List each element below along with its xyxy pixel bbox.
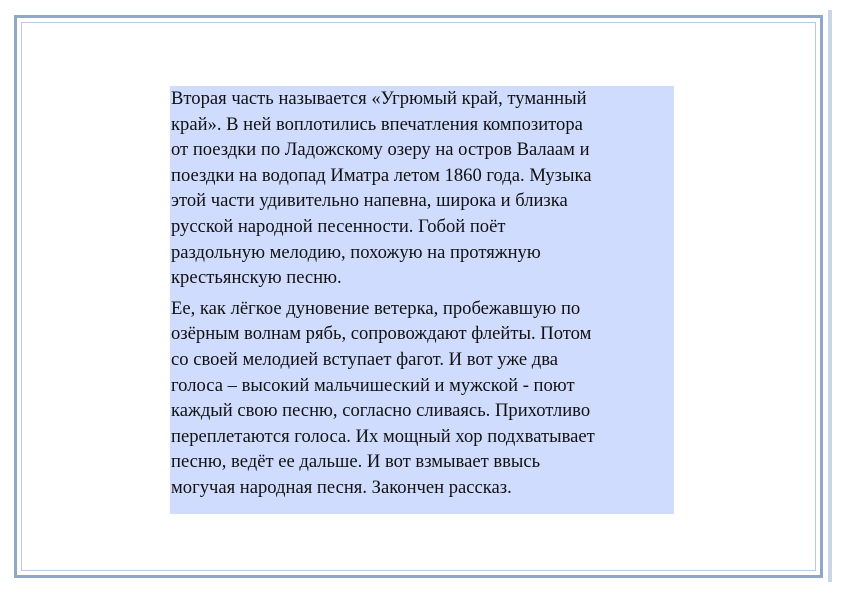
paragraph-1-line: русской народной песенности. Гобой поёт [171,215,506,237]
paragraph-1 [171,86,674,291]
paragraph-2-line: Ее, как лёгкое дуновение ветерка, пробежавшую по [171,297,581,319]
paragraph-2-line: озёрным волнам рябь, сопровождают флейты. Потом [171,323,592,345]
paragraph-1-line: от поездки по Ладожскому озеру на остров Валаам и [171,139,590,161]
paragraph-2-line: песню, ведёт ее дальше. И вот взмывает ввысь [171,451,541,473]
paragraph-2 [171,296,674,501]
paragraph-1-line: раздольную мелодию, похожую на протяжную [171,241,541,263]
paragraph-2-line: могучая народная песня. Закончен рассказ. [171,476,512,498]
paragraph-1-line: этой части удивительно напевна, широка и близка [171,190,568,212]
paragraph-2-line: каждый свою песню, согласно сливаясь. Прихотливо [171,400,591,422]
paragraph-2-line: переплетаются голоса. Их мощный хор подхватывает [171,425,595,447]
paragraph-2-line: голоса – высокий мальчишеский и мужской - поют [171,374,575,396]
paragraph-2-line: со своей мелодией вступает фагот. И вот уже два [171,348,559,370]
text-box [170,86,674,514]
paragraph-1-line: край». В ней воплотились впечатления композитора [171,113,583,135]
frame-shadow [828,10,832,582]
paragraph-1-line: крестьянскую песню. [171,267,342,289]
paragraph-1-line: поездки на водопад Иматра летом 1860 года. Музыка [171,164,592,186]
paragraph-1-line: Вторая часть называется «Угрюмый край, туманный [171,88,587,109]
